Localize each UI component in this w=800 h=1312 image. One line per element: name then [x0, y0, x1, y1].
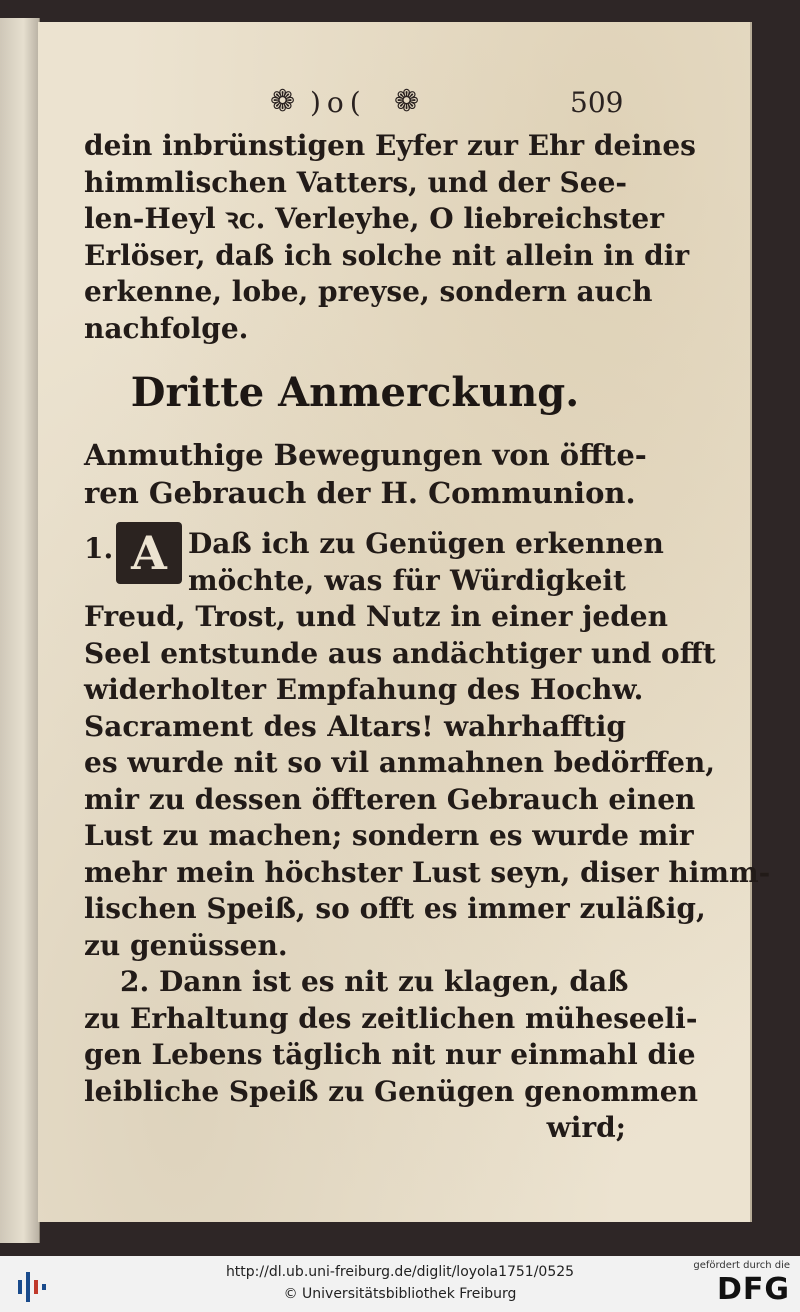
text-line: wird;: [546, 1111, 626, 1144]
viewer-footer: [0, 1256, 800, 1312]
left-page-edge: [0, 18, 40, 1243]
text-line: lischen Speiß, so offt es immer zuläßig,: [84, 892, 706, 925]
paragraph-top: [84, 128, 696, 347]
text-line: Lust zu machen; sondern es wurde mir: [84, 819, 694, 852]
text-line: erkenne, lobe, preyse, sondern auch: [84, 275, 653, 308]
text-line: dein inbrünstigen Eyfer zur Ehr deines: [84, 129, 696, 162]
paragraph-number: 1.: [84, 532, 114, 565]
drop-cap: A: [116, 522, 182, 584]
text-line: 2. Dann ist es nit zu klagen, daß: [120, 965, 629, 998]
text-line: mir zu dessen öffteren Gebrauch einen: [84, 782, 696, 816]
ornament-left-icon: ❁: [270, 84, 296, 119]
text-line: es wurde nit so vil anmahnen bedörffen,: [84, 746, 716, 779]
text-line: nachfolge.: [84, 311, 249, 345]
text-line: Erlöser, daß ich solche nit allein in dir: [84, 238, 690, 272]
paragraph-1-indented: [188, 526, 664, 599]
page-header: [270, 84, 630, 120]
paragraph-1: [84, 599, 771, 964]
section-subheading: [84, 436, 647, 512]
text-line: Seel entstunde aus andächtiger und offt: [84, 636, 716, 670]
subheading-line: Anmuthige Bewegungen von öffte-: [84, 438, 647, 472]
text-line: widerholter Empfahung des Hochw.: [84, 673, 644, 706]
dfg-logo[interactable]: DFG: [716, 1272, 790, 1307]
text-line: Daß ich zu Genügen erkennen: [188, 527, 664, 560]
copyright-text: © Universitätsbibliothek Freiburg: [283, 1286, 517, 1302]
page-number: 509: [570, 86, 624, 119]
section-heading: Dritte Anmerckung.: [130, 369, 580, 416]
text-line: Freud, Trost, und Nutz in einer jeden: [84, 600, 668, 633]
text-line: leibliche Speiß zu Genügen genommen: [84, 1074, 698, 1108]
text-line: len-Heyl ꝛc. Verleyhe, O liebreichster: [84, 202, 664, 235]
text-line: gen Lebens täglich nit nur einmahl die: [84, 1038, 696, 1071]
header-brackets: )o(: [310, 86, 367, 119]
ornament-right-icon: ❁: [394, 84, 420, 119]
text-line: zu genüssen.: [84, 928, 288, 962]
paragraph-2: [84, 964, 698, 1147]
text-line: möchte, was für Würdigkeit: [188, 563, 626, 597]
text-line: himmlischen Vatters, und der See-: [84, 165, 628, 199]
text-line: Sacrament des Altars! wahrhafftig: [84, 709, 626, 743]
text-line: zu Erhaltung des zeitlichen müheseeli-: [84, 1001, 698, 1035]
subheading-line: ren Gebrauch der H. Communion.: [84, 476, 636, 510]
funding-label: gefördert durch die: [693, 1260, 790, 1271]
permalink-url[interactable]: http://dl.ub.uni-freiburg.de/diglit/loyola1751/0525: [225, 1264, 575, 1280]
text-line: mehr mein höchster Lust seyn, diser himm-: [84, 855, 771, 889]
